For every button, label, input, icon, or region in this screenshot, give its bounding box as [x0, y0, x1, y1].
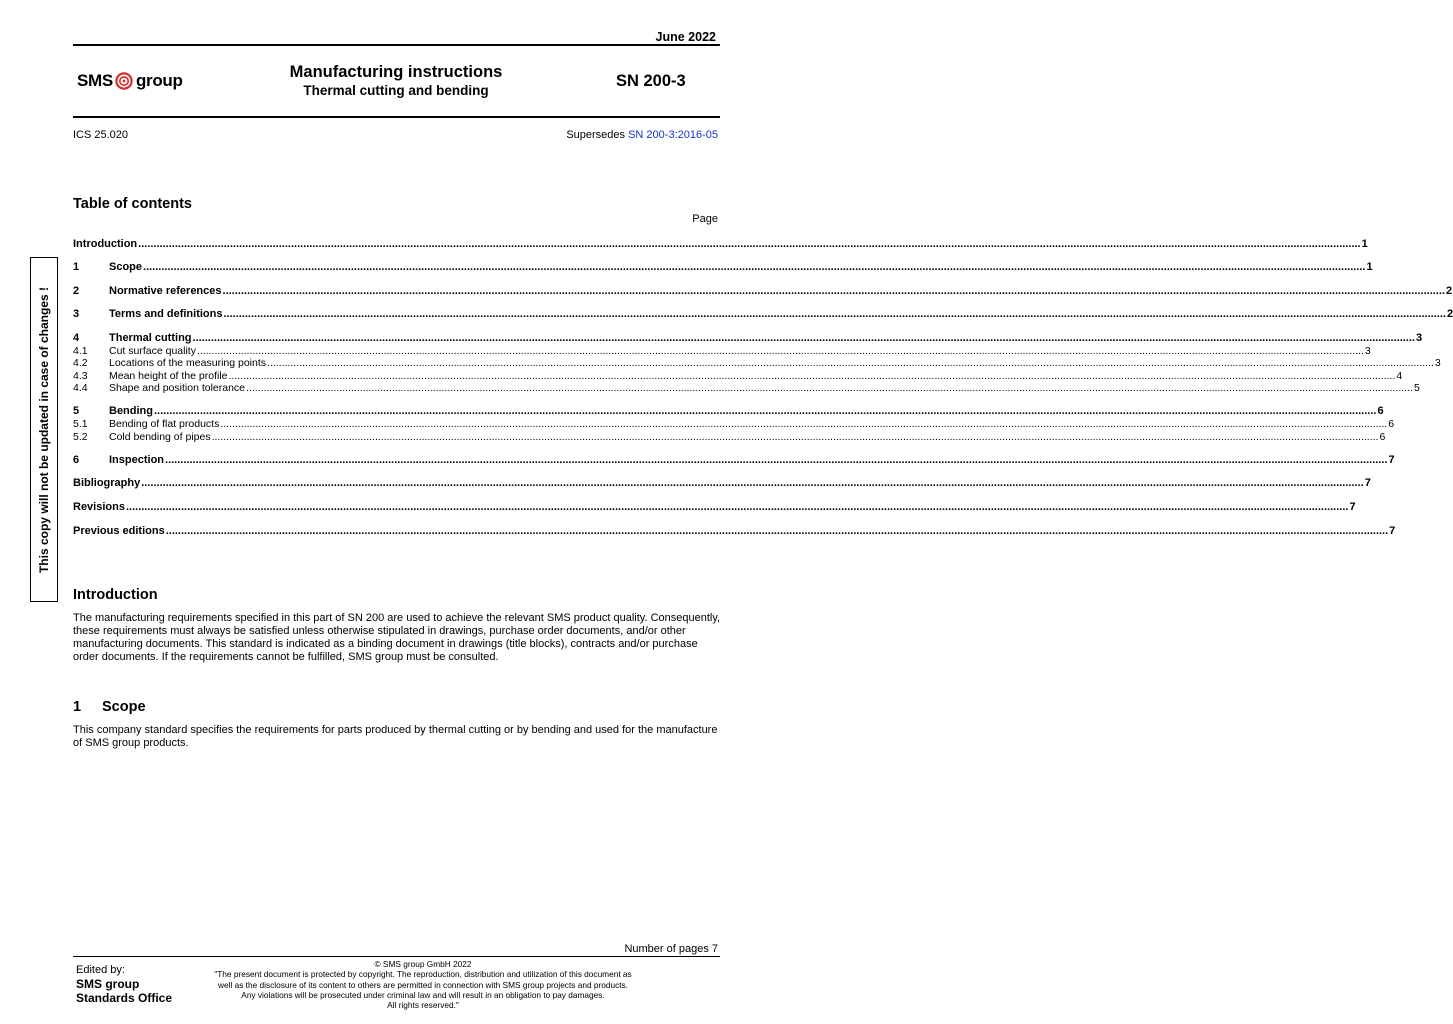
toc-entry-title: Revisions: [73, 501, 125, 513]
header-bottom-rule: [73, 116, 720, 118]
document-title: Manufacturing instructions: [289, 63, 503, 81]
toc-entry-number: 2: [73, 285, 80, 297]
toc-entry-title: Cut surface quality: [109, 345, 196, 357]
toc-entry-number: 4.3: [73, 370, 88, 382]
editor-line-2: Standards Office: [76, 991, 173, 1005]
toc-page-label: Page: [692, 213, 718, 225]
toc-entry[interactable]: [73, 357, 1441, 370]
toc-leader-dots: ................................................................................................................................................................................................................................................................................................................................................................................................................: [154, 405, 1377, 417]
copyright-notice: [188, 959, 658, 1010]
toc-entry-title: Shape and position tolerance: [109, 382, 246, 394]
toc-entry-title: Normative references: [109, 285, 222, 297]
toc-leader-dots: ................................................................................................................................................................................................................................................................................................................................................................................................................: [211, 431, 1379, 443]
logo-swirl-icon: [115, 72, 133, 90]
number-of-pages: Number of pages 7: [624, 943, 718, 955]
toc-entry-page: 4: [1396, 370, 1403, 382]
company-logo: [77, 71, 183, 91]
scope-title: Scope: [102, 699, 146, 715]
toc-leader-dots: ................................................................................................................................................................................................................................................................................................................................................................................................................: [267, 357, 1434, 369]
toc-leader-dots: ................................................................................................................................................................................................................................................................................................................................................................................................................: [246, 382, 1413, 394]
toc-leader-dots: ................................................................................................................................................................................................................................................................................................................................................................................................................: [222, 285, 1445, 297]
standard-number: SN 200-3: [616, 72, 686, 90]
toc-entry-number: 1: [73, 261, 80, 273]
side-notice-box: [30, 257, 58, 602]
toc-entry-title: Mean height of the profile: [109, 370, 228, 382]
toc-entry-page: 6: [1379, 431, 1386, 443]
toc-leader-dots: ................................................................................................................................................................................................................................................................................................................................................................................................................: [228, 370, 1396, 382]
notice-line-4: All rights reserved.": [387, 1000, 459, 1011]
copyright-line: © SMS group GmbH 2022: [374, 959, 472, 969]
footer-rule: [73, 956, 720, 957]
toc-leader-dots: ................................................................................................................................................................................................................................................................................................................................................................................................................: [165, 525, 1389, 537]
header-top-rule: [73, 44, 720, 46]
document-subtitle: Thermal cutting and bending: [303, 83, 489, 98]
toc-entry-title: Terms and definitions: [109, 308, 223, 320]
toc-entry-page: 1: [1366, 261, 1373, 273]
toc-entry[interactable]: [73, 431, 1386, 444]
toc-entry-number: 5: [73, 405, 80, 417]
scope-text: This company standard specifies the requirements for parts produced by thermal cutting or by bending and used for the manufacture of SMS group products.: [73, 724, 718, 749]
toc-entry-page: 3: [1364, 345, 1371, 357]
logo-word-sms: SMS: [77, 71, 113, 90]
toc-entry-title: Thermal cutting: [109, 332, 192, 344]
toc-entry-title: Cold bending of pipes: [109, 431, 211, 443]
toc-leader-dots: ................................................................................................................................................................................................................................................................................................................................................................................................................: [192, 332, 1415, 344]
side-notice-text: This copy will not be updated in case of changes !: [37, 286, 51, 573]
toc-entry-title: Bending of flat products: [109, 418, 220, 430]
toc-entry-page: 7: [1389, 525, 1396, 537]
toc-entry[interactable]: [73, 477, 1371, 490]
introduction-heading: Introduction: [73, 587, 158, 603]
toc-entry[interactable]: [73, 238, 1368, 251]
toc-entry-page: 5: [1413, 382, 1420, 394]
toc-entry-title: Bibliography: [73, 477, 141, 489]
toc-entry-page: 7: [1364, 477, 1371, 489]
logo-word-group: group: [135, 71, 183, 90]
edited-by-label: Edited by:: [76, 964, 125, 976]
toc-entry-number: 4.2: [73, 357, 88, 369]
toc-entry-page: 6: [1388, 418, 1395, 430]
toc-entry-page: 7: [1388, 454, 1395, 466]
toc-entry-page: 7: [1349, 501, 1356, 513]
toc-leader-dots: ................................................................................................................................................................................................................................................................................................................................................................................................................: [143, 261, 1366, 273]
notice-line-1: "The present document is protected by copyright. The reproduction, distribution and utilization of this document as: [214, 969, 632, 980]
toc-entry[interactable]: [73, 405, 1384, 418]
toc-entry-number: 4: [73, 332, 80, 344]
toc-leader-dots: ................................................................................................................................................................................................................................................................................................................................................................................................................: [141, 477, 1364, 489]
toc-entry-number: 5.1: [73, 418, 88, 430]
supersedes-label: Supersedes: [566, 129, 626, 141]
toc-entry[interactable]: [73, 525, 1396, 538]
document-title-block: [260, 63, 532, 98]
ics-code: ICS 25.020: [73, 129, 129, 141]
toc-entry[interactable]: [73, 418, 1395, 431]
toc-entry[interactable]: [73, 308, 1453, 321]
toc-entry[interactable]: [73, 285, 1453, 298]
toc-entry[interactable]: [73, 501, 1356, 514]
toc-entry-title: Scope: [109, 261, 143, 273]
notice-line-3: Any violations will be prosecuted under criminal law and will result in an obligation to pay damages.: [241, 989, 605, 1000]
toc-entry-page: 2: [1445, 285, 1453, 297]
toc-entry-number: 6: [73, 454, 80, 466]
toc-entry-title: Inspection: [109, 454, 165, 466]
toc-entry-title: Bending: [109, 405, 153, 417]
toc-entry-page: 3: [1415, 332, 1423, 344]
scope-heading: [73, 699, 146, 715]
toc-entry-number: 5.2: [73, 431, 88, 443]
toc-entry[interactable]: [73, 332, 1423, 345]
toc-entry[interactable]: [73, 382, 1420, 395]
notice-line-2: well as the disclosure of its content to others are permitted in connection with SMS group projects and products.: [218, 979, 628, 990]
introduction-text: The manufacturing requirements specified in this part of SN 200 are used to achieve the relevant SMS product quality. Consequently, these requirements must always be satisfied unless otherwise stipulated in drawings, purchase order documents, and/or other manufacturing documents. This standard is indicated as a binding document in drawings (title blocks), contracts and/or purchase order documents. If the requirements cannot be fulfilled, SMS group must be consulted.: [73, 612, 721, 663]
editor-line-1: SMS group: [76, 977, 140, 991]
toc-leader-dots: ................................................................................................................................................................................................................................................................................................................................................................................................................: [125, 501, 1349, 513]
toc-entry-page: 1: [1361, 238, 1368, 250]
toc-entry-title: Introduction: [73, 238, 138, 250]
toc-entry-number: 4.4: [73, 382, 88, 394]
toc-entry-number: 4.1: [73, 345, 88, 357]
toc-leader-dots: ................................................................................................................................................................................................................................................................................................................................................................................................................: [165, 454, 1388, 466]
edited-by-block: [76, 963, 172, 1005]
document-date: June 2022: [655, 30, 716, 44]
toc-entry-page: 2: [1446, 308, 1453, 320]
supersedes-note: [566, 129, 718, 141]
toc-entry[interactable]: [73, 261, 1373, 274]
supersedes-link[interactable]: SN 200-3:2016-05: [628, 129, 718, 141]
toc-entry-page: 3: [1434, 357, 1441, 369]
toc-entry-number: 3: [73, 308, 80, 320]
toc-entry[interactable]: [73, 454, 1395, 467]
toc-entry-page: 6: [1377, 405, 1384, 417]
toc-leader-dots: ................................................................................................................................................................................................................................................................................................................................................................................................................: [220, 418, 1388, 430]
toc-heading: Table of contents: [73, 196, 192, 212]
toc-leader-dots: ................................................................................................................................................................................................................................................................................................................................................................................................................: [223, 308, 1446, 320]
toc-leader-dots: ................................................................................................................................................................................................................................................................................................................................................................................................................: [138, 238, 1361, 250]
toc-entry-title: Previous editions: [73, 525, 165, 537]
scope-number: 1: [73, 699, 82, 715]
toc-leader-dots: ................................................................................................................................................................................................................................................................................................................................................................................................................: [196, 345, 1364, 357]
toc-entry-title: Locations of the measuring points: [109, 357, 267, 369]
